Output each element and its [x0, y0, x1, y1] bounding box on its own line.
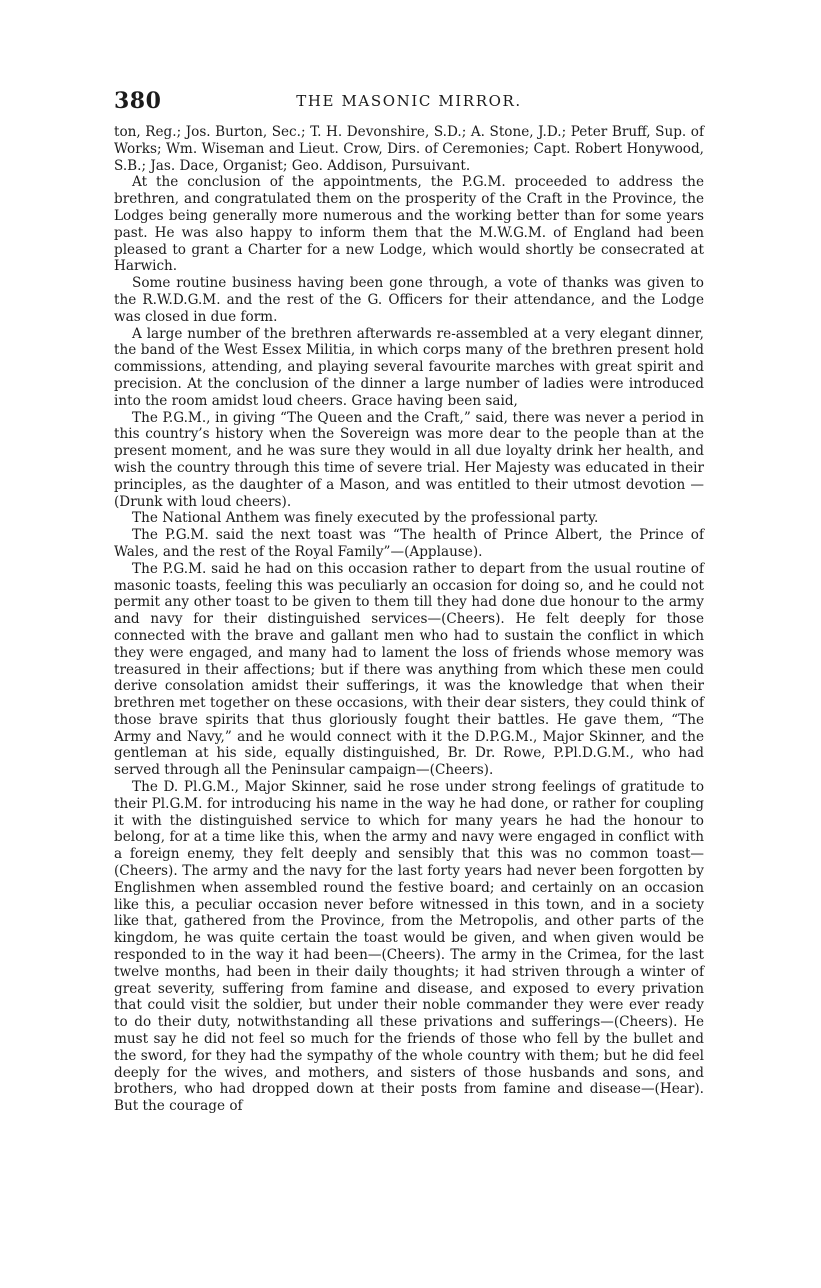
paragraph-pgm-address: At the conclusion of the appointments, the P.G.M. proceeded to address the brethren, and congratulated them on the prosperity of the Craft in the Province, the Lodges being generally more numerous and the working better than for some years past. He was also happy to inform them that the M.W.G.M. of England had been pleased to grant a Charter for a new Lodge, which would shortly be consecrated at Harwich.: [114, 174, 704, 275]
page-number: 380: [114, 88, 162, 114]
paragraph-officers-list: ton, Reg.; Jos. Burton, Sec.; T. H. Devonshire, S.D.; A. Stone, J.D.; Peter Bruff, Sup. of Works; Wm. Wiseman and Lieut. Crow, Dirs. of Ceremonies; Capt. Robert Honywood, S.B.; Jas. Dace, Organist; Geo. Addison, Pursuivant.: [114, 124, 704, 174]
paragraph-army-navy-toast: The P.G.M. said he had on this occasion rather to depart from the usual routine of masonic toasts, feeling this was peculiarly an occasion for doing so, and he could not permit any other toast to be given to them till they had done due honour to the army and navy for their distinguished services—(Cheers). He felt deeply for those connected with the brave and gallant men who had to sustain the conflict in which they were engaged, and many had to lament the loss of friends whose memory was treasured in their affections; but if there was anything from which these men could derive consolation amidst their sufferings, it was the knowledge that when their brethren met together on these occasions, with their dear sisters, they could think of those brave spirits that thus gloriously fought their battles. He gave them, “The Army and Navy,” and he would connect with it the D.P.G.M., Major Skinner, and the gentleman at his side, equally distinguished, Br. Dr. Rowe, P.Pl.D.G.M., who had served through all the Peninsular campaign—(Cheers).: [114, 560, 704, 779]
journal-title: THE MASONIC MIRROR.: [296, 92, 522, 110]
paragraph-prince-albert-toast: The P.G.M. said the next toast was “The health of Prince Albert, the Prince of Wales, and the rest of the Royal Family”—(Applause).: [114, 527, 704, 560]
article-body: [114, 124, 704, 1115]
paragraph-major-skinner-reply: The D. Pl.G.M., Major Skinner, said he rose under strong feelings of gratitude to their Pl.G.M. for introducing his name in the way he had done, or rather for coupling it with the distinguished service to which for many years he had the honour to belong, for at a time like this, when the army and navy were engaged in conflict with a foreign enemy, they felt deeply and sensibly that this was no common toast—(Cheers). The army and the navy for the last forty years had never been forgotten by Englishmen when assembled round the festive board; and certainly on an occasion like this, a peculiar occasion never before witnessed in this town, and in a society like that, gathered from the Province, from the Metropolis, and other parts of the kingdom, he was quite certain the toast would be given, and when given would be responded to in the way it had been—(Cheers). The army in the Crimea, for the last twelve months, had been in their daily thoughts; it had striven through a winter of great severity, suffering from famine and disease, and exposed to every privation that could visit the soldier, but under their noble commander they were ever ready to do their duty, notwithstanding all these privations and sufferings—(Cheers). He must say he did not feel so much for the friends of those who fell by the bullet and the sword, for they had the sympathy of the whole country with them; but he did feel deeply for the wives, and mothers, and sisters of those husbands and sons, and brothers, who had dropped down at their posts from famine and disease—(Hear). But the courage of: [114, 779, 704, 1115]
paragraph-vote-of-thanks: Some routine business having been gone through, a vote of thanks was given to the R.W.D.G.M. and the rest of the G. Officers for their attendance, and the Lodge was closed in due form.: [114, 275, 704, 325]
paragraph-queen-toast: The P.G.M., in giving “The Queen and the Craft,” said, there was never a period in this country’s history when the Sovereign was more dear to the people than at the present moment, and he was sure they would in all due loyalty drink her health, and wish the country through this time of severe trial. Her Majesty was educated in their principles, as the daughter of a Mason, and was entitled to their utmost devotion —(Drunk with loud cheers).: [114, 409, 704, 510]
running-head: [114, 88, 704, 124]
paragraph-dinner: A large number of the brethren afterwards re-assembled at a very elegant dinner, the band of the West Essex Militia, in which corps many of the brethren present hold commissions, attending, and playing several favourite marches with great spirit and precision. At the conclusion of the dinner a large number of ladies were introduced into the room amidst loud cheers. Grace having been said,: [114, 325, 704, 409]
page: [114, 88, 704, 1115]
paragraph-national-anthem: The National Anthem was finely executed by the professional party.: [132, 510, 599, 527]
